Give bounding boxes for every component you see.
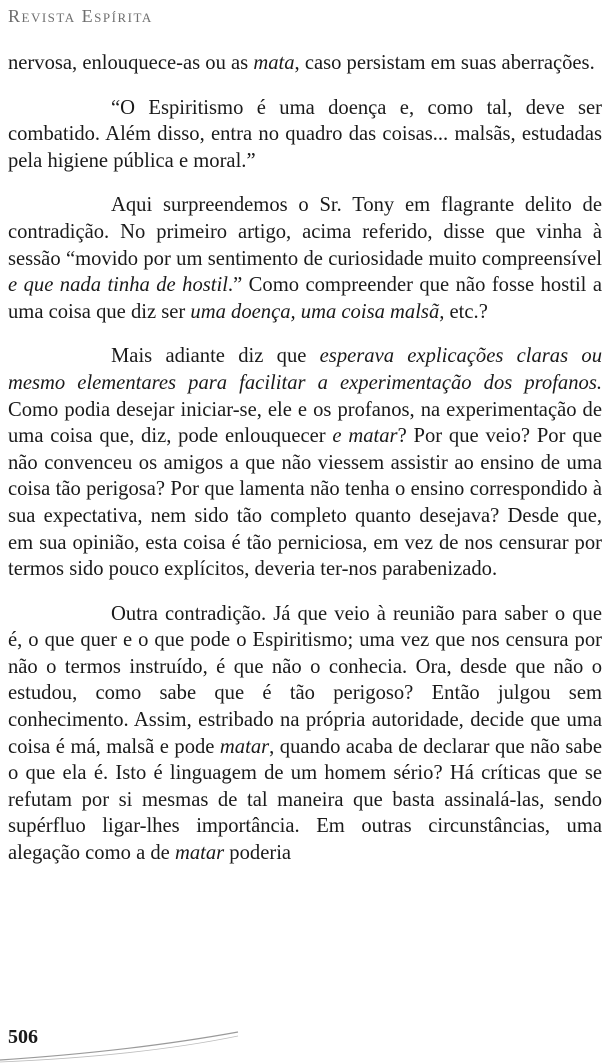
body-text [8, 50, 602, 885]
text-run: Aqui surpreendemos o Sr. Tony em flagrante delito de contradição. No primeiro artigo, acima referido, disse que vinha à sessão “movido por um sentimento de curiosidade muito compreensível [8, 194, 602, 270]
paragraph [8, 95, 602, 175]
text-run: Mais adiante diz que [111, 345, 320, 368]
italic-text: matar [174, 842, 225, 865]
text-run: Outra contradição. Já que veio à reunião para saber o que é, o que quer e o que pode o Espiritismo; uma vez que nos censura por não o termos instruído, é que não o conhecia. Ora, desde que não o estudou, como sabe que é tão perigoso? Então julgou sem conhecimento. Assim, estribado na própria autoridade, decide que uma coisa é má, malsã e pode [8, 602, 602, 758]
italic-text: matar [219, 735, 270, 758]
paragraph [8, 50, 602, 77]
page-number: 506 [8, 1026, 38, 1048]
text-run: , caso persistam em suas aberrações. [294, 52, 595, 74]
italic-text: mata [253, 52, 295, 74]
text-run: “O Espiritismo é uma doença e, como tal, deve ser combatido. Além disso, entra no quadro das coisas... malsãs, estudadas pela higiene pública e moral.” [8, 96, 602, 172]
text-run: .” Como compreender que não fosse hostil a uma coisa que diz ser [8, 274, 602, 323]
paragraph [8, 192, 602, 325]
running-header: Revista Espírita [8, 6, 153, 26]
italic-text: e matar [332, 425, 398, 448]
paragraph [8, 601, 602, 867]
paragraph [8, 343, 602, 582]
text-run: , quando acaba de declarar que não sabe o que ela é. Isto é linguagem de um homem sério? Há críticas que se refutam por si mesmas de tal maneira que basta assinalá-las, sendo supérfluo ligar-lhes importância. Em outras circunstâncias, uma alegação como a de [8, 735, 602, 865]
text-run: Como podia desejar iniciar-se, ele e os profanos, na experimentação de uma coisa que, diz, pode enlouquecer [8, 398, 602, 448]
text-run: nervosa, enlouquece-as ou as [8, 52, 254, 74]
italic-text: esperava explicações claras ou mesmo elementares para facilitar a experimentação dos profanos. [8, 345, 602, 394]
italic-text: uma doença, uma coisa malsã, [190, 300, 445, 323]
italic-text: e que nada tinha de hostil [8, 274, 228, 297]
text-run: poderia [224, 842, 292, 865]
text-run: etc.? [444, 300, 488, 323]
text-run: ? Por que veio? Por que não convenceu os amigos a que não viessem assistir ao ensino de uma coisa tão perigosa? Por que lamenta não tenha o ensino correspondido à sua expectativa, nem sido tão completo quanto desejava? Desde que, em sua opinião, esta coisa é tão perniciosa, em vez de nos censurar por termos sido pouco explícitos, deveria ter-nos parabenizado. [8, 425, 602, 581]
